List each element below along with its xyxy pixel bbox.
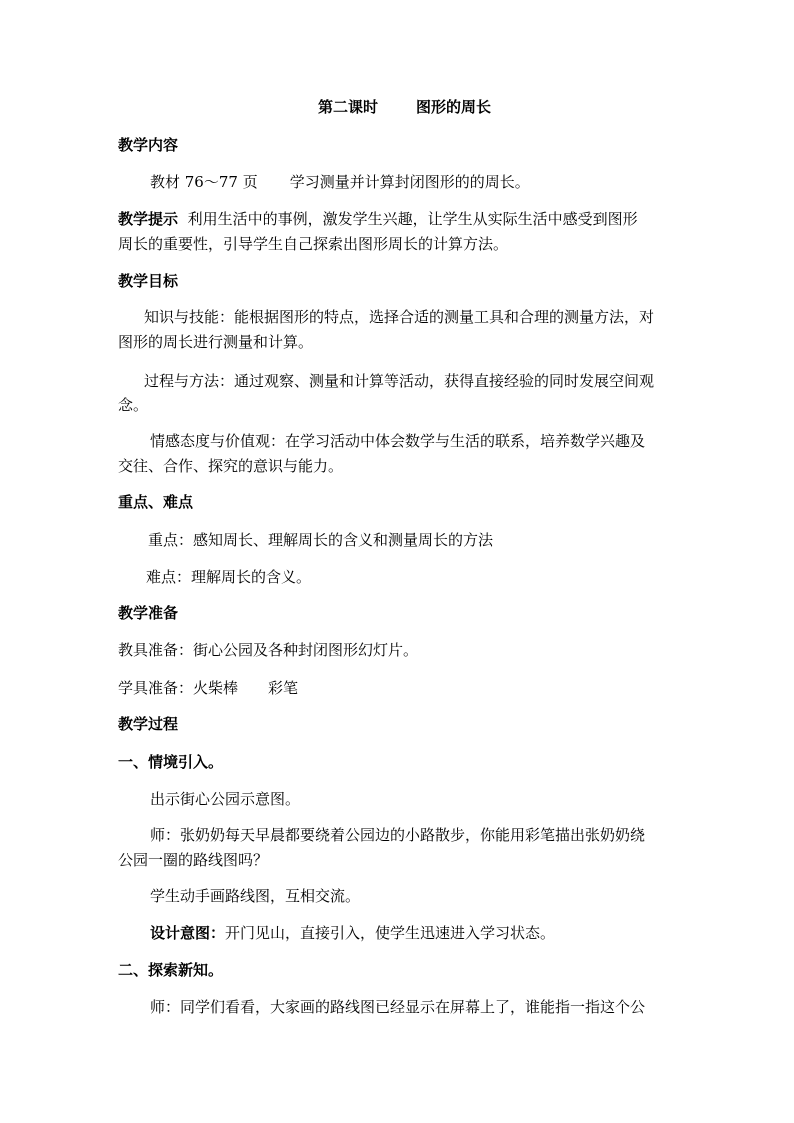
process-heading: 教学过程 xyxy=(118,715,179,733)
hint-text-line2: 周长的重要性，引导学生自己探索出图形周长的计算方法。 xyxy=(118,235,509,253)
key-heading: 重点、难点 xyxy=(118,493,194,511)
goal3-line1: 情感态度与价值观：在学习活动中体会数学与生活的联系，培养数学兴趣及 xyxy=(150,432,646,450)
hint-text-line1: 利用生活中的事例，激发学生兴趣，让学生从实际生活中感受到图形 xyxy=(187,210,638,228)
part1-paragraph2-line1: 师：张奶奶每天早晨都要绕着公园边的小路散步，你能用彩笔描出张奶奶绕 xyxy=(150,826,646,844)
goal2-line1: 过程与方法：通过观察、测量和计算等活动，获得直接经验的同时发展空间观 xyxy=(144,372,655,390)
part2-paragraph1-line1: 师：同学们看看，大家画的路线图已经显示在屏幕上了，谁能指一指这个公 xyxy=(150,998,646,1016)
design-intent-text: 开门见山，直接引入，使学生迅速进入学习状态。 xyxy=(225,924,556,942)
goal1-line1: 知识与技能：能根据图形的特点，选择合适的测量工具和合理的测量方法，对 xyxy=(144,308,655,326)
page-title xyxy=(318,97,491,117)
design-intent-label: 设计意图： xyxy=(150,924,226,942)
difficult-point: 难点：理解周长的含义。 xyxy=(146,568,312,586)
student-prep-pens: 彩笔 xyxy=(268,679,299,697)
prep-heading: 教学准备 xyxy=(118,604,179,622)
student-prep xyxy=(118,678,298,698)
part2-heading: 二、探索新知。 xyxy=(118,961,224,979)
content-text-pages: 教材 76～77 页 xyxy=(150,173,258,191)
teacher-prep: 教具准备：街心公园及各种封闭图形幻灯片。 xyxy=(118,641,419,659)
student-prep-tools: 学具准备：火柴棒 xyxy=(118,679,239,697)
key-point: 重点：感知周长、理解周长的含义和测量周长的方法 xyxy=(148,531,494,549)
lesson-topic: 图形的周长 xyxy=(416,98,492,116)
goal2-line2: 念。 xyxy=(118,396,149,414)
goal3-line2: 交往、合作、探究的意识与能力。 xyxy=(118,457,344,475)
content-text xyxy=(150,172,530,192)
hint-label: 教学提示 xyxy=(118,210,179,228)
design-intent xyxy=(150,923,555,943)
part1-paragraph2-line2: 公园一圈的路线图吗？ xyxy=(118,851,269,869)
part1-paragraph3: 学生动手画路线图，互相交流。 xyxy=(150,887,361,905)
content-heading: 教学内容 xyxy=(118,136,179,154)
goals-heading: 教学目标 xyxy=(118,272,179,290)
content-text-desc: 学习测量并计算封闭图形的的周长。 xyxy=(289,173,530,191)
hint-paragraph-line1 xyxy=(118,209,638,229)
goal1-line2: 图形的周长进行测量和计算。 xyxy=(118,333,314,351)
lesson-label: 第二课时 xyxy=(318,98,379,116)
part1-heading: 一、情境引入。 xyxy=(118,753,224,771)
part1-paragraph1: 出示街心公园示意图。 xyxy=(150,790,301,808)
